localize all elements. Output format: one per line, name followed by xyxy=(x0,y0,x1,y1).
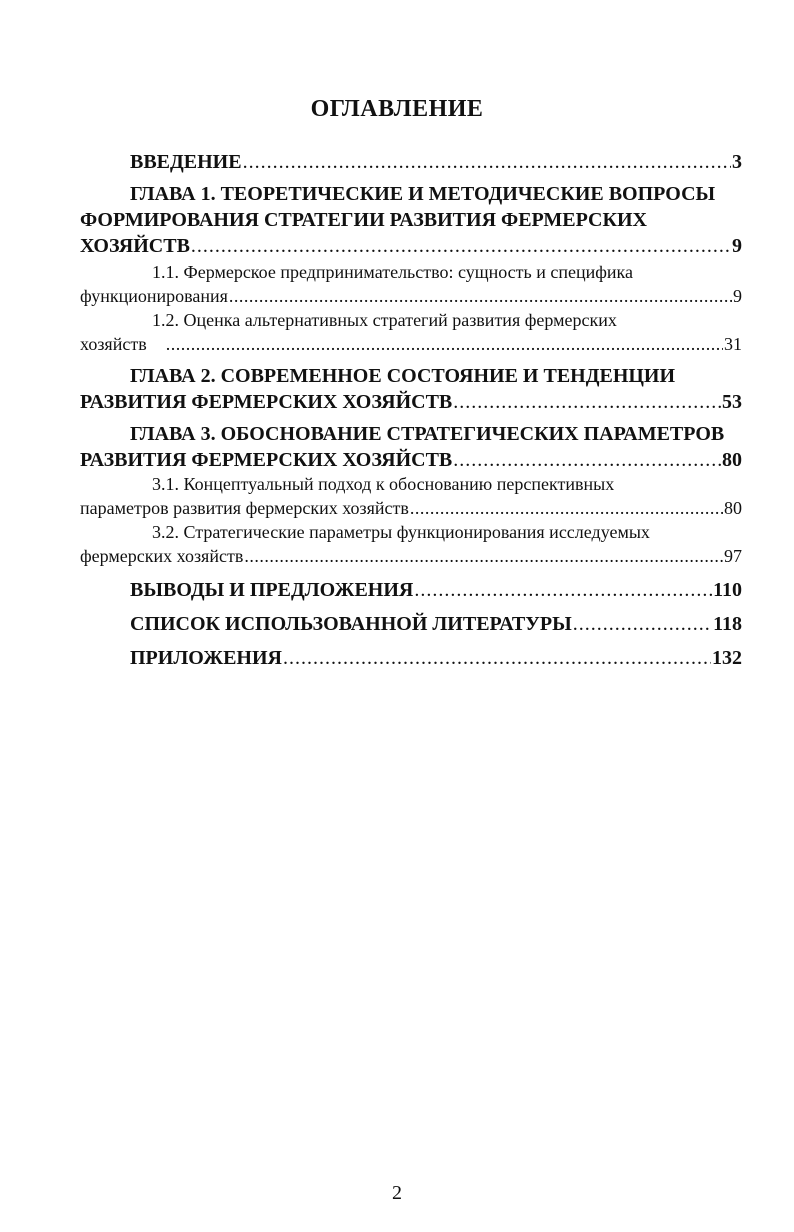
toc-entry-label: РАЗВИТИЯ ФЕРМЕРСКИХ ХОЗЯЙСТВ xyxy=(80,449,453,471)
section-3-2-line1: 3.2. Стратегические параметры функционирования исследуемых xyxy=(152,522,650,542)
toc-entry-label: ПРИЛОЖЕНИЯ xyxy=(130,647,282,669)
toc-entry-label: РАЗВИТИЯ ФЕРМЕРСКИХ ХОЗЯЙСТВ xyxy=(80,391,453,413)
chapter3-heading-line1: ГЛАВА 3. ОБОСНОВАНИЕ СТРАТЕГИЧЕСКИХ ПАРАМЕТРОВ xyxy=(130,423,725,445)
toc-entry-label: ВВЕДЕНИЕ xyxy=(130,151,242,173)
chapter1-heading-line1: ГЛАВА 1. ТЕОРЕТИЧЕСКИЕ И МЕТОДИЧЕСКИЕ ВОПРОСЫ xyxy=(130,183,716,205)
toc-entry-conclusions[interactable] xyxy=(130,578,742,602)
chapter1-heading-line2: ФОРМИРОВАНИЯ СТРАТЕГИИ РАЗВИТИЯ ФЕРМЕРСКИХ xyxy=(80,209,648,231)
toc-entry-label: параметров развития фермерских хозяйств xyxy=(80,498,409,518)
toc-page-number: 80 xyxy=(722,449,742,471)
toc-page-number: 97 xyxy=(724,546,742,566)
section-3-1-line1: 3.1. Концептуальный подход к обоснованию перспективных xyxy=(152,474,615,494)
toc-entry-label: фермерских хозяйств xyxy=(80,546,244,566)
toc-page-number: 3 xyxy=(732,151,742,173)
toc-page-number: 9 xyxy=(732,235,742,257)
toc-entry-chapter1[interactable] xyxy=(80,234,742,258)
dot-leader xyxy=(243,150,731,174)
dot-leader xyxy=(166,332,723,356)
toc-entry-section-3-2[interactable] xyxy=(80,544,742,568)
toc-entry-section-3-1[interactable] xyxy=(80,496,742,520)
toc-page-number: 53 xyxy=(722,391,742,413)
toc-entry-label: ВЫВОДЫ И ПРЕДЛОЖЕНИЯ xyxy=(130,579,414,601)
dot-leader xyxy=(191,234,731,258)
toc-entry-references[interactable] xyxy=(130,612,742,636)
section-1-2-line1: 1.2. Оценка альтернативных стратегий развития фермерских xyxy=(152,310,617,330)
toc-entry-chapter2[interactable] xyxy=(80,390,742,414)
section-1-1-line1: 1.1. Фермерское предпринимательство: сущность и специфика xyxy=(152,262,634,282)
chapter2-heading-line1: ГЛАВА 2. СОВРЕМЕННОЕ СОСТОЯНИЕ И ТЕНДЕНЦИИ xyxy=(130,365,676,387)
dot-leader xyxy=(283,646,711,670)
page-number: 2 xyxy=(392,1182,402,1204)
toc-page-number: 110 xyxy=(713,579,742,601)
dot-leader xyxy=(573,612,712,636)
dot-leader xyxy=(244,544,723,568)
toc-page-number: 132 xyxy=(712,647,742,669)
toc-page-number: 9 xyxy=(733,286,742,306)
toc-entry-appendices[interactable] xyxy=(130,646,742,670)
toc-page-number: 80 xyxy=(724,498,742,518)
toc-entry-label: СПИСОК ИСПОЛЬЗОВАННОЙ ЛИТЕРАТУРЫ xyxy=(130,613,572,635)
dot-leader xyxy=(414,578,712,602)
dot-leader xyxy=(453,390,721,414)
page-title: ОГЛАВЛЕНИЕ xyxy=(310,96,484,122)
toc-entry-section-1-2[interactable] xyxy=(80,332,742,356)
toc-page-number: 118 xyxy=(713,613,742,635)
toc-entry-label: функционирования xyxy=(80,286,228,306)
toc-entry-label: хозяйств xyxy=(80,334,147,354)
toc-page-number: 31 xyxy=(724,334,742,354)
toc-entry-section-1-1[interactable] xyxy=(80,284,742,308)
toc-entry-chapter3[interactable] xyxy=(80,448,742,472)
dot-leader xyxy=(453,448,721,472)
toc-entry-introduction[interactable] xyxy=(130,150,742,174)
dot-leader xyxy=(410,496,723,520)
dot-leader xyxy=(229,284,732,308)
toc-entry-label: ХОЗЯЙСТВ xyxy=(80,235,190,257)
